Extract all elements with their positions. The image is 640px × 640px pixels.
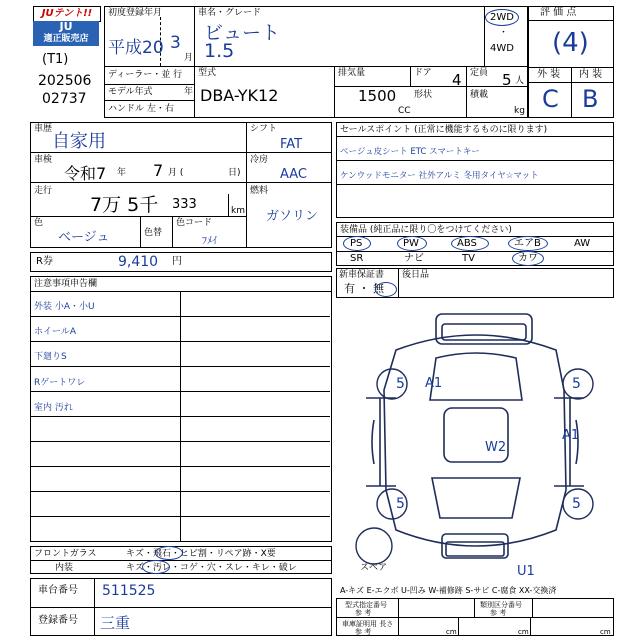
warranty-label: 新車保証書 (339, 270, 385, 280)
damage-legend: A-キズ E-エクボ U-凹み W-補修跡 S-サビ C-腐食 XX-交換済 (340, 586, 557, 595)
dealer-label: ディーラー・並 行 (108, 70, 183, 80)
car-grade: 1.5 (204, 40, 235, 62)
sales-point-line: ベージュ皮シート ETC スマートキー (340, 147, 480, 157)
chassis-label: 車台番号 (38, 585, 78, 596)
capacity-label: 定員 (470, 68, 489, 78)
equip-leather: カワ (518, 253, 538, 264)
equipment-label: 装備品 (純正品に限り〇をつけてください) (340, 225, 512, 235)
inspection-year-unit: 年 (117, 168, 127, 178)
front-glass-label: フロントガラス (34, 549, 97, 559)
load-unit: kg (514, 106, 525, 116)
equip-aw: AW (574, 238, 591, 249)
notes-label: 注意事項申告欄 (34, 279, 98, 289)
drive-2wd-circle (485, 9, 519, 26)
footer-l3b: 参 考 (355, 628, 372, 636)
logo-shop: 適正販売店 (43, 34, 89, 44)
inspection-day-unit: 日) (228, 168, 241, 178)
mileage-value: 7万 5千 (90, 194, 159, 216)
inspection-era: 令和7 (64, 164, 107, 183)
note-item: Rゲートワレ (34, 378, 86, 388)
door-value: 4 (452, 71, 462, 89)
damage-mark: A1 (562, 428, 580, 443)
interior-label: 内装 (55, 563, 74, 573)
model-label: 型式 (198, 68, 217, 78)
damage-mark: W2 (485, 440, 507, 455)
damage-mark: 5 (572, 376, 581, 392)
spare-label: スペア (360, 563, 388, 573)
equip-airbag: エアB (514, 238, 541, 249)
footer-unit-2: cm (518, 628, 529, 636)
registration-label: 登録番号 (38, 615, 78, 626)
auction-number: 02737 (42, 91, 87, 107)
equip-ps-circle (343, 236, 371, 251)
equip-pw: PW (403, 238, 419, 249)
car-name: ビュート (204, 22, 281, 44)
rating-int: B (582, 85, 599, 113)
equip-tv: TV (462, 253, 475, 264)
first-reg-label: 初度登録年月 (108, 8, 163, 18)
vehicle-info-block (104, 6, 528, 118)
usage-value: 自家用 (52, 131, 106, 152)
color-change-label: 色替 (144, 228, 163, 238)
first-reg-era: 平成20 (108, 38, 164, 58)
footer-l2b: 参 考 (490, 609, 507, 617)
sales-point-line: ケンウッドモニター 社外アルミ 冬用タイヤ☆マット (340, 171, 539, 181)
rating-label: 評 価 点 (540, 7, 577, 18)
model-value: DBA-YK12 (200, 86, 279, 105)
drive-2wd: 2WD (490, 12, 514, 23)
chassis-value: 511525 (102, 583, 156, 599)
model-year-unit: 年 (184, 87, 194, 97)
equip-airbag-circle (508, 236, 548, 251)
footer-l1: 型式指定番号 (345, 601, 387, 609)
car-name-label: 車名・グレード (198, 8, 262, 18)
footer-l3: 車庫証明用 長さ (342, 620, 394, 628)
rating-ext: C (542, 85, 559, 113)
aircon-value: AAC (280, 167, 307, 182)
recycle-label: R券 (36, 256, 53, 267)
footer-unit-3: cm (600, 628, 611, 636)
color-label: 色 (34, 218, 44, 228)
warranty-date-label: 後日品 (402, 270, 430, 280)
footer-l1b: 参 考 (355, 609, 372, 617)
rating-score: (4) (552, 28, 589, 58)
drive-dot: ・ (499, 28, 509, 38)
damage-mark: 5 (396, 376, 405, 392)
load-label: 積載 (470, 90, 489, 100)
rating-ext-label: 外 装 (537, 69, 561, 80)
capacity-value: 5 (502, 71, 512, 89)
equip-navi: ナビ (404, 253, 424, 264)
date-code: 202506 (38, 73, 92, 89)
note-item: 外装 小A・小U (34, 302, 95, 312)
interior-circle (142, 560, 170, 574)
inspection-label: 車検 (34, 155, 53, 165)
fuel-value: ガソリン (266, 209, 319, 224)
door-label: ドア (414, 68, 432, 78)
engine-label: 排気量 (338, 68, 366, 78)
color-value: ベージュ (58, 230, 110, 245)
damage-mark: U1 (517, 564, 535, 579)
note-item: 室内 汚れ (34, 403, 73, 413)
sales-points-label: セールスポイント (正常に機能するものに限ります) (340, 125, 548, 135)
mileage-unit: km (231, 206, 245, 216)
color-code-label: 色コード (176, 218, 213, 228)
lot-code: (T1) (42, 52, 69, 67)
aircon-label: 冷房 (250, 155, 269, 165)
equip-pw-circle (397, 236, 427, 251)
color-code: ﾌﾒｲ (202, 236, 217, 247)
front-glass-circle (155, 546, 183, 560)
footer-l2: 類別区分番号 (480, 601, 522, 609)
equip-leather-circle (512, 251, 544, 266)
damage-mark: A1 (425, 376, 443, 391)
drive-4wd: 4WD (490, 43, 514, 54)
equip-abs: ABS (457, 238, 477, 249)
fuel-label: 燃料 (250, 186, 269, 196)
model-year-label: モデル年式 (108, 87, 153, 97)
note-item: ホイールA (34, 327, 76, 337)
warranty-value: 有 ・ 無 (344, 282, 384, 295)
handle-label: ハンドル 左・右 (108, 104, 174, 114)
capacity-unit: 人 (515, 76, 525, 86)
first-reg-month: 3 (170, 33, 181, 53)
footer-unit-1: cm (446, 628, 457, 636)
logo-brand: JU (59, 20, 73, 33)
equip-sr: SR (350, 253, 364, 264)
recycle-unit: 円 (172, 256, 182, 267)
inspection-month-unit: 月 ( (168, 168, 184, 178)
engine-value: 1500 (358, 87, 397, 105)
front-glass-value: キズ・飛石・ヒビ割・リペア跡・X要 (126, 549, 276, 559)
damage-mark: 5 (396, 496, 405, 512)
logo-top: JUテント!! (33, 6, 101, 22)
logo-badge (33, 21, 99, 46)
shape-label: 形状 (414, 90, 433, 100)
interior-value: キズ・汚レ・コゲ・穴・スレ・キレ・破レ (126, 563, 297, 573)
recycle-value: 9,410 (118, 254, 159, 270)
rating-int-label: 内 装 (579, 69, 603, 80)
damage-mark: 5 (572, 496, 581, 512)
equip-abs-circle (451, 236, 489, 251)
engine-unit: CC (398, 106, 411, 116)
mileage-label: 走行 (34, 186, 53, 196)
shift-value: FAT (280, 137, 303, 152)
warranty-none-circle (375, 282, 397, 297)
usage-label: 車歴 (34, 124, 53, 134)
registration-value: 三重 (100, 614, 131, 632)
first-reg-month-unit: 月 (184, 53, 194, 63)
equip-ps: PS (350, 238, 363, 249)
shift-label: シフト (250, 124, 278, 134)
inspection-month: 7 (153, 161, 164, 180)
mileage-sub: 333 (172, 197, 197, 212)
note-item: 下廻りS (34, 352, 67, 362)
